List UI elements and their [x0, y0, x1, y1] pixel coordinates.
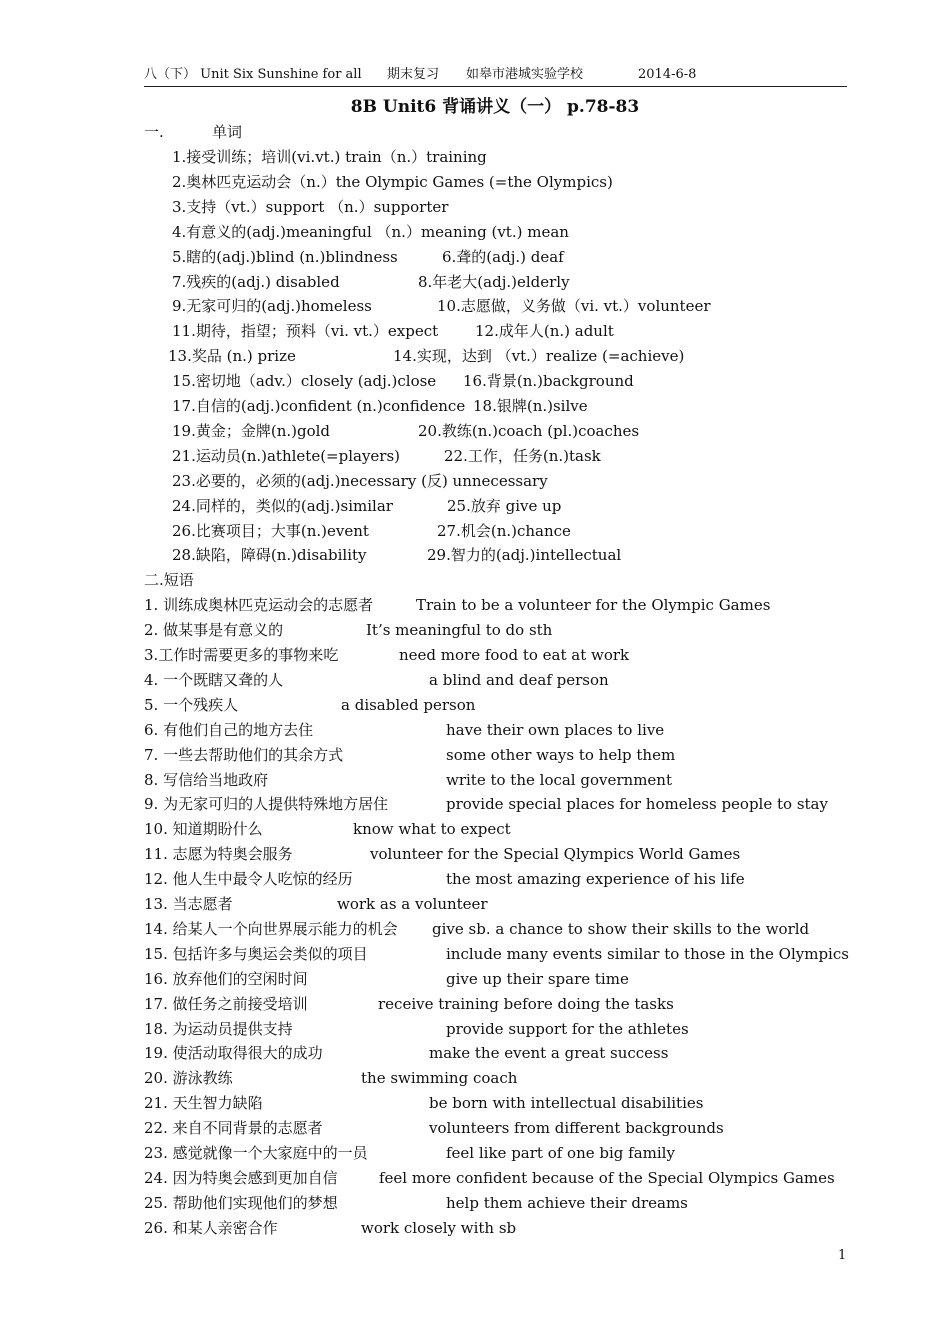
vocab-entry: 11.期待，指望；预料（vi. vt.）expect — [172, 322, 439, 341]
phrase-chinese: 22. 来自不同背景的志愿者 — [144, 1119, 323, 1138]
phrase-english: know what to expect — [353, 820, 511, 839]
phrase-chinese: 26. 和某人亲密合作 — [144, 1218, 278, 1237]
phrase-english: a disabled person — [341, 695, 476, 714]
phrase-chinese: 2. 做某事是有意义的 — [144, 621, 284, 640]
phrase-english: write to the local government — [446, 770, 672, 789]
page-number: 1 — [838, 1248, 847, 1263]
phrase-chinese: 8. 写信给当地政府 — [144, 770, 269, 789]
phrase-chinese: 6. 有他们自己的地方去住 — [144, 720, 314, 739]
phrase-chinese: 21. 天生智力缺陷 — [144, 1094, 263, 1113]
phrase-english: the most amazing experience of his life — [446, 870, 745, 889]
phrase-english: work closely with sb — [361, 1218, 517, 1237]
vocab-entry: 29.智力的(adj.)intellectual — [427, 546, 622, 565]
phrase-english: a blind and deaf person — [429, 670, 609, 689]
phrase-english: help them achieve their dreams — [446, 1193, 688, 1212]
phrase-english: include many events similar to those in the Olympics — [446, 944, 849, 963]
vocab-entry: 15.密切地（adv.）closely (adj.)close — [172, 372, 437, 391]
document-title: 8B Unit6 背诵讲义（一） p.78-83 — [350, 97, 640, 117]
phrase-english: Train to be a volunteer for the Olympic Games — [416, 596, 771, 615]
vocab-entry: 9.无家可归的(adj.)homeless — [172, 297, 372, 316]
vocab-entry: 24.同样的，类似的(adj.)similar — [172, 496, 393, 515]
phrase-english: have their own places to live — [446, 720, 665, 739]
section-title: 单词 — [212, 123, 243, 141]
phrase-english: need more food to eat at work — [399, 646, 630, 664]
phrase-english: volunteer for the Special Qlympics World Games — [370, 845, 741, 864]
phrase-chinese: 7. 一些去帮助他们的其余方式 — [144, 745, 344, 764]
vocab-entry: 19.黄金；金牌(n.)gold — [172, 421, 331, 440]
phrase-english: work as a volunteer — [337, 895, 488, 913]
phrase-english: provide special places for homeless people to stay — [446, 795, 828, 814]
phrase-english: receive training before doing the tasks — [378, 994, 674, 1013]
phrase-english: provide support for the athletes — [446, 1019, 689, 1038]
vocab-entry: 14.实现，达到 （vt.）realize (=achieve) — [393, 347, 685, 366]
vocab-entry: 8.年老大(adj.)elderly — [418, 272, 570, 291]
phrase-chinese: 3.工作时需要更多的事物来吃 — [144, 646, 339, 664]
vocab-entry: 5.瞎的(adj.)blind (n.)blindness — [172, 247, 398, 266]
phrase-chinese: 9. 为无家可归的人提供特殊地方居住 — [144, 795, 389, 814]
phrase-english: volunteers from different backgrounds — [429, 1119, 724, 1138]
phrase-chinese: 5. 一个残疾人 — [144, 695, 239, 714]
vocab-entry: 23.必要的，必须的(adj.)necessary (反) unnecessary — [172, 471, 548, 490]
section-title: 二.短语 — [144, 571, 194, 590]
phrase-chinese: 17. 做任务之前接受培训 — [144, 994, 308, 1013]
section-number: 一. — [144, 123, 164, 141]
phrase-chinese: 12. 他人生中最令人吃惊的经历 — [144, 870, 353, 889]
phrase-chinese: 24. 因为特奥会感到更加自信 — [144, 1168, 338, 1187]
phrase-english: give sb. a chance to show their skills to the world — [432, 919, 810, 938]
header-review: 期末复习 — [387, 67, 440, 82]
phrase-english: be born with intellectual disabilities — [429, 1094, 704, 1113]
phrase-english: feel like part of one big family — [446, 1144, 675, 1162]
header-date: 2014-6-8 — [638, 67, 697, 82]
phrase-chinese: 4. 一个既瞎又聋的人 — [144, 670, 284, 689]
vocab-entry: 1.接受训练；培训(vi.vt.) train（n.）training — [172, 148, 487, 166]
phrase-english: make the event a great success — [429, 1044, 669, 1063]
vocab-entry: 12.成年人(n.) adult — [475, 322, 614, 341]
phrase-chinese: 10. 知道期盼什么 — [144, 820, 263, 839]
vocab-entry: 13.奖品 (n.) prize — [168, 347, 296, 366]
vocab-entry: 27.机会(n.)chance — [437, 521, 571, 540]
phrase-chinese: 11. 志愿为特奥会服务 — [144, 845, 293, 864]
vocab-entry: 26.比赛项目；大事(n.)event — [172, 521, 369, 540]
phrase-chinese: 16. 放弃他们的空闲时间 — [144, 969, 308, 988]
phrase-english: the swimming coach — [361, 1069, 518, 1088]
phrase-chinese: 18. 为运动员提供支持 — [144, 1019, 293, 1038]
phrase-chinese: 23. 感觉就像一个大家庭中的一员 — [144, 1144, 368, 1162]
header-unit: 八（下） Unit Six Sunshine for all — [144, 67, 362, 82]
phrase-chinese: 14. 给某人一个向世界展示能力的机会 — [144, 919, 398, 938]
vocab-entry: 16.背景(n.)background — [463, 372, 634, 391]
phrase-chinese: 15. 包括许多与奥运会类似的项目 — [144, 944, 368, 963]
vocab-entry: 6.聋的(adj.) deaf — [442, 247, 564, 266]
phrase-english: some other ways to help them — [446, 745, 676, 764]
vocab-entry: 17.自信的(adj.)confident (n.)confidence — [172, 397, 466, 415]
phrase-chinese: 19. 使活动取得很大的成功 — [144, 1044, 323, 1063]
phrase-chinese: 1. 训练成奥林匹克运动会的志愿者 — [144, 596, 374, 615]
phrase-chinese: 25. 帮助他们实现他们的梦想 — [144, 1193, 338, 1212]
vocab-entry: 18.银牌(n.)silve — [473, 397, 588, 415]
phrase-chinese: 20. 游泳教练 — [144, 1069, 233, 1088]
vocab-entry: 2.奥林匹克运动会（n.）the Olympic Games (=the Olympics) — [172, 172, 613, 191]
vocab-entry: 4.有意义的(adj.)meaningful （n.）meaning (vt.) mean — [172, 222, 569, 241]
page-header — [144, 66, 847, 87]
vocab-entry: 21.运动员(n.)athlete(=players) — [172, 446, 401, 465]
vocab-entry: 25.放弃 give up — [447, 496, 562, 515]
phrase-english: It’s meaningful to do sth — [366, 621, 553, 640]
vocab-entry: 10.志愿做，义务做（vi. vt.）volunteer — [437, 297, 711, 316]
vocab-entry: 28.缺陷，障碍(n.)disability — [172, 546, 367, 565]
vocab-entry: 7.残疾的(adj.) disabled — [172, 272, 340, 291]
vocab-entry: 3.支持（vt.）support （n.）supporter — [172, 197, 449, 216]
phrase-english: feel more confident because of the Special Olympics Games — [379, 1168, 835, 1187]
vocab-entry: 22.工作，任务(n.)task — [444, 446, 601, 465]
phrase-chinese: 13. 当志愿者 — [144, 895, 233, 913]
header-school: 如皋市港城实验学校 — [466, 67, 584, 82]
vocab-entry: 20.教练(n.)coach (pl.)coaches — [418, 421, 640, 440]
phrase-english: give up their spare time — [446, 969, 629, 988]
